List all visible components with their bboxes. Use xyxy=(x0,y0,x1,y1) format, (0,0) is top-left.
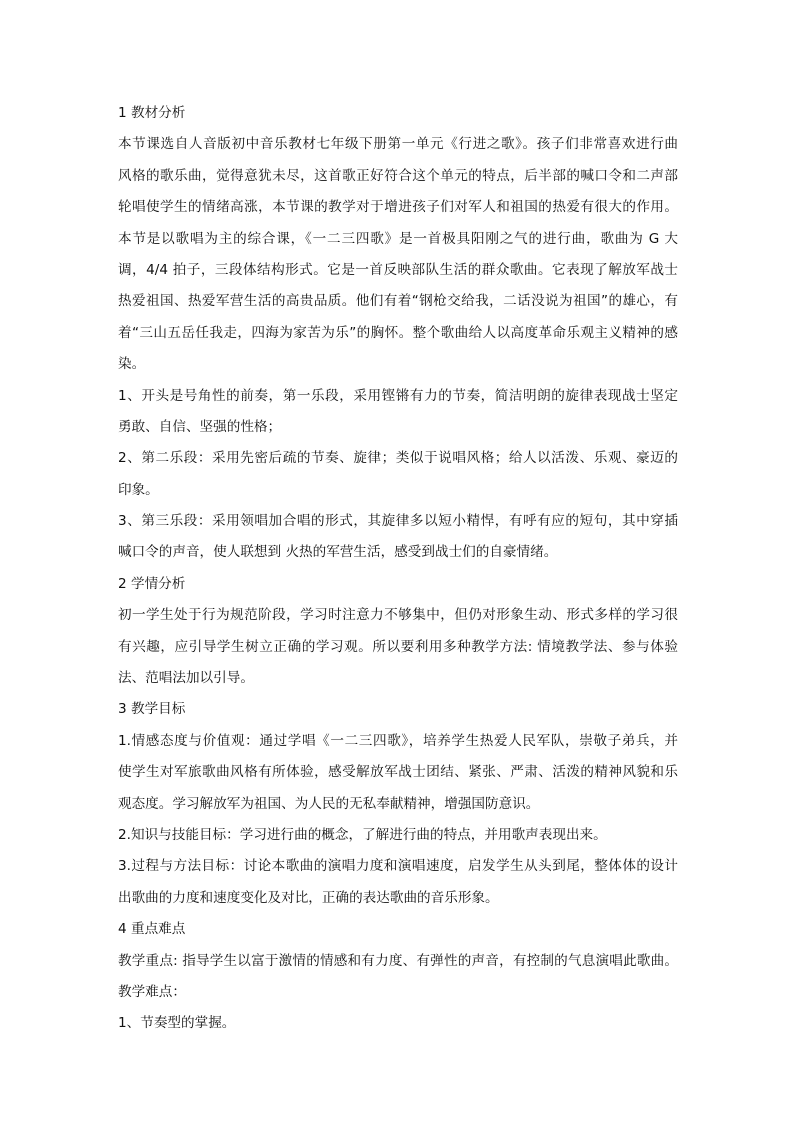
paragraph-line: 3、第三乐段：采用领唱加合唱的形式，其旋律多以短小精悍，有呼有应的短句，其中穿插 xyxy=(118,513,678,530)
paragraph-line: 着“三山五岳任我走，四海为家苦为乐”的胸怀。整个歌曲给人以高度革命乐观主义精神的感 xyxy=(118,324,678,341)
heading-teaching-objectives: 3 教学目标 xyxy=(118,701,186,718)
paragraph-line: 轮唱使学生的情绪高涨，本节课的教学对于增进孩子们对军人和祖国的热爱有很大的作用。 xyxy=(118,199,678,216)
paragraph-line: 法、范唱法加以引导。 xyxy=(118,670,254,687)
paragraph-line: 喊口令的声音，使人联想到 火热的军营生活，感受到战士们的自豪情绪。 xyxy=(118,544,558,561)
paragraph-line: 染。 xyxy=(118,356,146,373)
paragraph-line: 勇敢、自信、坚强的性格； xyxy=(118,418,282,435)
paragraph-line: 调，4/4 拍子，三段体结构形式。它是一首反映部队生活的群众歌曲。它表现了解放军战士 xyxy=(118,261,678,278)
paragraph-line: 热爱祖国、热爱军营生活的高贵品质。他们有着“钢枪交给我，二话没说为祖国”的雄心，有 xyxy=(118,293,678,310)
paragraph-line: 教学难点： xyxy=(118,983,186,1000)
paragraph-line: 使学生对军旅歌曲风格有所体验，感受解放军战士团结、紧张、严肃、活泼的精神风貌和乐 xyxy=(118,764,678,781)
paragraph-line: 初一学生处于行为规范阶段，学习时注意力不够集中，但仍对形象生动、形式多样的学习很 xyxy=(118,607,678,624)
paragraph-line: 2、第二乐段：采用先密后疏的节奏、旋律；类似于说唱风格；给人以活泼、乐观、豪迈的 xyxy=(118,450,678,467)
paragraph-line: 风格的歌乐曲，觉得意犹未尽，这首歌正好符合这个单元的特点，后半部的喊口令和二声部 xyxy=(118,167,678,184)
paragraph-line: 1、节奏型的掌握。 xyxy=(118,1015,236,1032)
heading-key-difficult-points: 4 重点难点 xyxy=(118,921,186,938)
paragraph-line: 教学重点: 指导学生以富于激情的情感和有力度、有弹性的声音，有控制的气息演唱此歌曲。 xyxy=(118,952,678,969)
paragraph-line: 印象。 xyxy=(118,481,159,498)
paragraph-line: 有兴趣，应引导学生树立正确的学习观。所以要利用多种教学方法: 情境教学法、参与体验 xyxy=(118,638,678,655)
heading-learner-analysis: 2 学情分析 xyxy=(118,575,186,592)
paragraph-line: 1、开头是号角性的前奏，第一乐段，采用铿锵有力的节奏，简洁明朗的旋律表现战士坚定 xyxy=(118,387,678,404)
paragraph-line: 2.知识与技能目标：学习进行曲的概念，了解进行曲的特点，并用歌声表现出来。 xyxy=(118,826,607,843)
document-page xyxy=(118,98,678,1040)
heading-textbook-analysis: 1 教材分析 xyxy=(118,105,186,121)
paragraph-line: 1.情感态度与价值观：通过学唱《一二三四歌》，培养学生热爱人民军队，崇敬子弟兵，并 xyxy=(118,732,678,749)
paragraph-line: 本节是以歌唱为主的综合课，《一二三四歌》是一首极具阳刚之气的进行曲，歌曲为 G 大 xyxy=(118,230,678,247)
paragraph-line: 3.过程与方法目标：讨论本歌曲的演唱力度和演唱速度，启发学生从头到尾，整体体的设计 xyxy=(118,858,678,875)
paragraph-line: 观态度。学习解放军为祖国、为人民的无私奉献精神，增强国防意识。 xyxy=(118,795,540,812)
paragraph-line: 出歌曲的力度和速度变化及对比，正确的表达歌曲的音乐形象。 xyxy=(118,889,499,906)
paragraph-line: 本节课选自人音版初中音乐教材七年级下册第一单元《行进之歌》。孩子们非常喜欢进行曲 xyxy=(118,136,678,153)
